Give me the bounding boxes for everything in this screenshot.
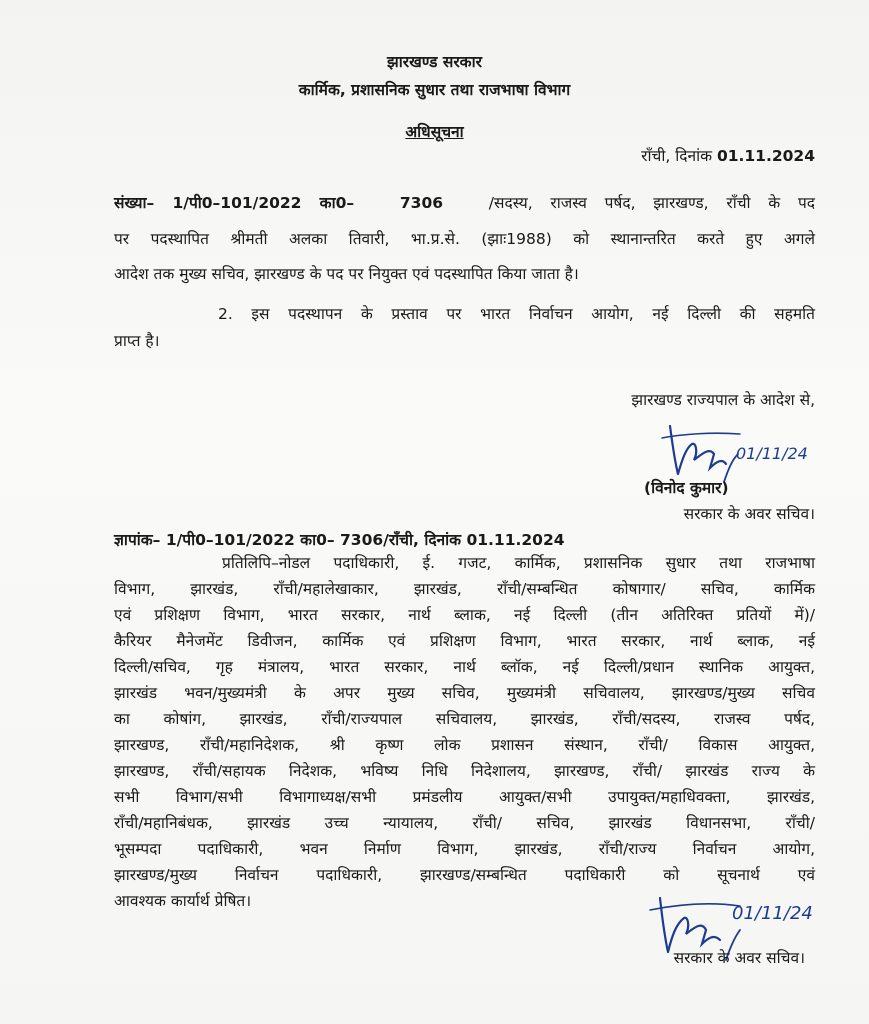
memo-line-13: झारखण्ड/मुख्य निर्वाचन पदाधिकारी, झारखण्ड/सम्बन्धित पदाधिकारी को सूचनार्थ एवं (114, 866, 815, 884)
notification-line-2: पर पदस्थापित श्रीमती अलका तिवारी, भा.प्र.से. (झाः1988) को स्थानान्तरित करते हुए अगले (114, 230, 815, 248)
signature-2-date: 01/11/24 (732, 903, 813, 924)
memo-line-3: एवं प्रशिक्षण विभाग, भारत सरकार, नार्थ ब्लाक, नई दिल्ली (तीन अतिरिक्त प्रतियों में)/ (114, 606, 815, 624)
memo-line-8: झारखण्ड, राँची/महानिदेशक, श्री कृष्ण लोक प्रशासन संस्थान, राँची/ विकास आयुक्त, (114, 736, 815, 754)
notice-date: 01.11.2024 (716, 147, 815, 165)
memo-line-14: आवश्यक कार्यार्थ प्रेषित। (114, 892, 252, 910)
memo-line-5: दिल्ली/सचिव, गृह मंत्रालय, भारत सरकार, नार्थ ब्लॉक, नई दिल्ली/प्रधान स्थानिक आयुक्त, (114, 658, 815, 676)
notice-title: अधिसूचना (405, 123, 464, 141)
notification-number: 7306 (399, 194, 444, 212)
department-title: कार्मिक, प्रशासनिक सुधार तथा राजभाषा विभाग (298, 81, 571, 99)
place-date-label: राँची, दिनांक (641, 147, 712, 165)
notification-number-prefix: संख्या– 1/पी0–101/2022 का0– (114, 194, 355, 212)
signatory-name: (विनोद कुमार) (644, 479, 729, 497)
memo-line-10: सभी विभाग/सभी विभागाध्यक्ष/सभी प्रमंडलीय आयुक्त/सभी उपायुक्त/महाधिवक्ता, झारखंड, (114, 788, 815, 806)
notification-line-1 (114, 193, 815, 213)
signatory-designation-1: सरकार के अवर सचिव। (683, 505, 815, 523)
memo-line-12: भूसम्पदा पदाधिकारी, भवन निर्माण विभाग, झारखंड, राँची/राज्य निर्वाचन आयोग, (114, 840, 815, 858)
para2-line-2: प्राप्त है। (114, 332, 160, 350)
memo-line-1: प्रतिलिपि–नोडल पदाधिकारी, ई. गजट, कार्मिक, प्रशासनिक सुधार तथा राजभाषा (222, 554, 815, 572)
memo-line-4: कैरियर मैनेजमेंट डिवीजन, कार्मिक एवं प्रशिक्षण विभाग, भारत सरकार, नार्थ ब्लाक, नई (114, 632, 815, 650)
memo-line-6: झारखंड भवन/मुख्यमंत्री के अपर मुख्य सचिव, मुख्यमंत्री सचिवालय, झारखण्ड/मुख्य सचिव (114, 684, 815, 702)
memo-line-2: विभाग, झारखंड, राँची/महालेखाकार, झारखंड, राँची/सम्बन्धित कोषागार/ सचिव, कार्मिक (114, 580, 815, 598)
signatory-designation-2: सरकार के अवर सचिव। (673, 949, 805, 967)
memo-line-11: राँची/महानिबंधक, झारखंड उच्च न्यायालय, राँची/ सचिव, झारखंड विधानसभा, राँची/ (114, 814, 815, 832)
notification-line-3: आदेश तक मुख्य सचिव, झारखण्ड के पद पर नियुक्त एवं पदस्थापित किया जाता है। (114, 265, 579, 283)
order-by: झारखण्ड राज्यपाल के आदेश से, (631, 391, 815, 409)
memo-line-9: झारखण्ड, राँची/सहायक निदेशक, भविष्य निधि निदेशालय, झारखण्ड, राँची/ झारखंड राज्य के (114, 762, 815, 780)
notification-line-1-text: /सदस्य, राजस्व पर्षद, झारखण्ड, राँची के पद (488, 194, 815, 212)
para2-line-1: 2. इस पदस्थापन के प्रस्ताव पर भारत निर्वाचन आयोग, नई दिल्ली की सहमति (218, 305, 815, 323)
memo-header: ज्ञापांक– 1/पी0–101/2022 का0– 7306/राँची, दिनांक 01.11.2024 (114, 531, 565, 549)
memo-line-7: का कोषांग, झारखंड, राँची/राज्यपाल सचिवालय, झारखंड, राँची/सदस्य, राजस्व पर्षद, (114, 710, 815, 728)
place-date (641, 146, 815, 166)
government-title: झारखण्ड सरकार (387, 53, 482, 71)
signature-1-date: 01/11/24 (736, 444, 808, 463)
